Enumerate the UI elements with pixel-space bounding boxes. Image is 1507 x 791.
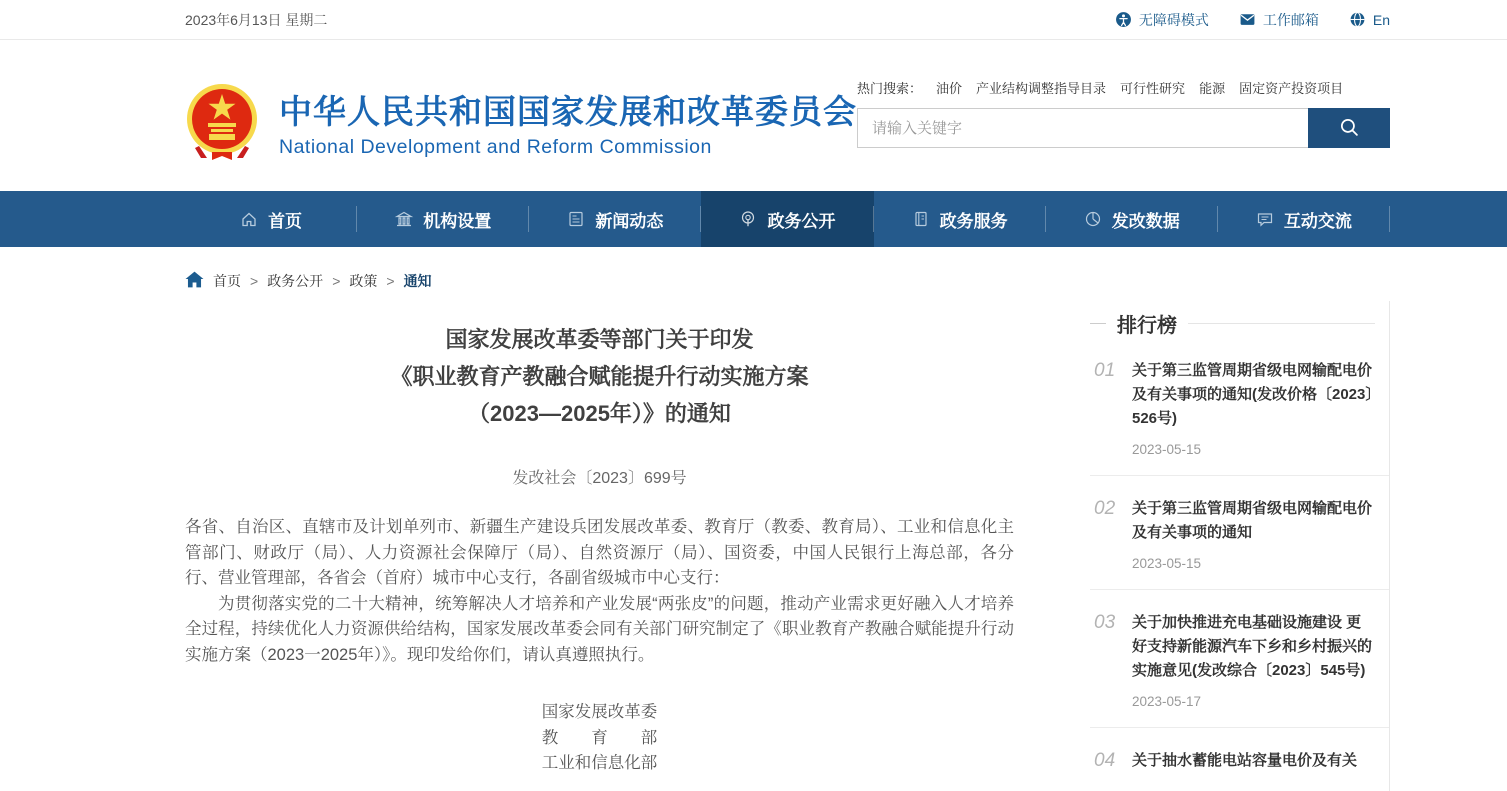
- ranking-title-row: [1090, 309, 1389, 338]
- ranking-item: [1090, 590, 1389, 728]
- work-mailbox-link[interactable]: [1239, 10, 1319, 30]
- site-titles: [279, 86, 857, 159]
- article-title-line: （2023—2025年）》的通知: [468, 401, 731, 426]
- divider: [1188, 323, 1375, 324]
- english-language-link[interactable]: [1349, 11, 1390, 28]
- signatory: 国家发展改革委: [541, 703, 658, 721]
- home-icon: [185, 271, 204, 291]
- nav-item-interaction[interactable]: [1218, 191, 1390, 247]
- globe-icon: [1349, 11, 1366, 28]
- news-icon: [567, 210, 585, 228]
- site-brand[interactable]: [185, 80, 857, 164]
- broadcast-icon: [739, 210, 757, 228]
- chat-icon: [1256, 210, 1274, 228]
- nav-label: 机构设置: [423, 211, 492, 231]
- hot-search-term[interactable]: 油价: [936, 81, 963, 96]
- topbar-links: [1115, 10, 1390, 30]
- main-content-row: [185, 301, 1390, 791]
- ranking-sidebar: [1090, 301, 1390, 791]
- rank-number: 01: [1094, 360, 1116, 381]
- accessibility-mode-link[interactable]: [1115, 10, 1209, 30]
- main-navigation: [0, 191, 1507, 247]
- site-header: [0, 40, 1507, 191]
- article-title-line: 国家发展改革委等部门关于印发: [445, 327, 754, 352]
- signatory: 工业和信息化部: [541, 754, 658, 772]
- top-utility-bar: [0, 0, 1507, 40]
- mail-icon: [1239, 11, 1256, 28]
- nav-item-government-services[interactable]: [874, 191, 1046, 247]
- article-title-line: 《职业教育产教融合赋能提升行动实施方案: [390, 364, 809, 389]
- nav-label: 首页: [268, 211, 303, 231]
- rank-number: 03: [1094, 612, 1116, 633]
- nav-label: 政务公开: [767, 211, 836, 231]
- search-box: [857, 108, 1390, 148]
- nav-item-ndrc-data[interactable]: [1046, 191, 1218, 247]
- accessibility-icon: [1115, 11, 1132, 28]
- hot-search-term[interactable]: 能源: [1199, 81, 1226, 96]
- nav-item-government-affairs-disclosure[interactable]: [701, 191, 873, 247]
- search-input[interactable]: [857, 108, 1308, 148]
- work-mailbox-label: 工作邮箱: [1262, 11, 1319, 28]
- document-icon: [912, 210, 930, 228]
- ranking-title: 排行榜: [1117, 315, 1177, 337]
- breadcrumb-current[interactable]: 通知: [403, 273, 432, 289]
- ranking-item-date: 2023-05-15: [1132, 442, 1202, 457]
- english-language-label: En: [1372, 11, 1390, 28]
- breadcrumb-home[interactable]: 首页: [213, 273, 241, 289]
- nav-label: 互动交流: [1283, 211, 1352, 231]
- divider: [1090, 323, 1106, 324]
- breadcrumb-separator: >: [332, 273, 341, 289]
- magnifier-icon: [1338, 116, 1360, 141]
- signatory: 教 育 部: [541, 728, 658, 747]
- current-date: 2023年6月13日 星期二: [185, 11, 328, 28]
- ranking-item-link[interactable]: 关于抽水蓄能电站容量电价及有关: [1132, 752, 1358, 769]
- nav-label: 政务服务: [939, 211, 1008, 231]
- ranking-item-date: 2023-05-17: [1132, 694, 1202, 709]
- breadcrumb-zhengce[interactable]: 政策: [349, 273, 378, 289]
- document-number: 发改社会〔2023〕699号: [512, 470, 687, 487]
- ranking-item-link[interactable]: 关于第三监管周期省级电网输配电价及有关事项的通知(发改价格〔2023〕526号): [1132, 362, 1373, 427]
- search-area: [857, 78, 1390, 148]
- rank-number: 04: [1094, 750, 1116, 771]
- nav-item-news[interactable]: [529, 191, 701, 247]
- hot-search-row: [857, 78, 1390, 97]
- nav-label: 新闻动态: [595, 211, 664, 231]
- breadcrumb-zhengwugongkai[interactable]: 政务公开: [267, 273, 324, 289]
- breadcrumb: [185, 247, 1390, 291]
- site-title-zh: 中华人民共和国国家发展和改革委员会: [279, 92, 857, 130]
- national-emblem-logo: [185, 80, 259, 164]
- article: [185, 301, 1052, 777]
- hot-search-term[interactable]: 可行性研究: [1120, 81, 1186, 96]
- breadcrumb-separator: >: [250, 273, 259, 289]
- site-title-en: National Development and Reform Commission: [279, 135, 712, 158]
- ranking-item: [1090, 728, 1389, 791]
- home-icon: [240, 210, 258, 228]
- search-button[interactable]: [1308, 108, 1390, 148]
- article-title: [185, 321, 1014, 432]
- ranking-item-link[interactable]: 关于第三监管周期省级电网输配电价及有关事项的通知: [1132, 500, 1373, 541]
- pie-chart-icon: [1084, 210, 1102, 228]
- signature-block: [185, 700, 1014, 777]
- article-body: [185, 515, 1014, 668]
- ranking-item: [1090, 338, 1389, 476]
- hot-search-term[interactable]: 固定资产投资项目: [1239, 81, 1344, 96]
- article-paragraph: 各省、自治区、直辖市及计划单列市、新疆生产建设兵团发展改革委、教育厅（教委、教育局）、工业和信息化主管部门、财政厅（局）、人力资源社会保障厅（局）、自然资源厅（局）、国资委，中国人民银行上海总部，各分行、营业管理部，各省会（首府）城市中心支行，各副省级城市中心支行：: [185, 518, 1014, 587]
- rank-number: 02: [1094, 498, 1116, 519]
- nav-label: 发改数据: [1111, 211, 1180, 231]
- ranking-item-link[interactable]: 关于加快推进充电基础设施建设 更好支持新能源汽车下乡和乡村振兴的实施意见(发改综合〔2023〕545号): [1132, 614, 1373, 679]
- hot-search-label: 热门搜索：: [857, 81, 923, 96]
- nav-item-home[interactable]: [185, 191, 357, 247]
- ranking-item: [1090, 476, 1389, 590]
- article-paragraph: 为贯彻落实党的二十大精神，统筹解决人才培养和产业发展“两张皮”的问题，推动产业需求更好融入人才培养全过程，持续优化人力资源供给结构，国家发展改革委会同有关部门研究制定了《职业教育产教融合赋能提升行动实施方案（2023一2025年）》。现印发给你们，请认真遵照执行。: [185, 594, 1014, 664]
- breadcrumb-separator: >: [386, 273, 395, 289]
- institution-icon: [395, 210, 413, 228]
- accessibility-mode-label: 无障碍模式: [1138, 11, 1209, 28]
- ranking-item-date: 2023-05-15: [1132, 556, 1202, 571]
- hot-search-term[interactable]: 产业结构调整指导目录: [976, 81, 1107, 96]
- nav-item-organization[interactable]: [357, 191, 529, 247]
